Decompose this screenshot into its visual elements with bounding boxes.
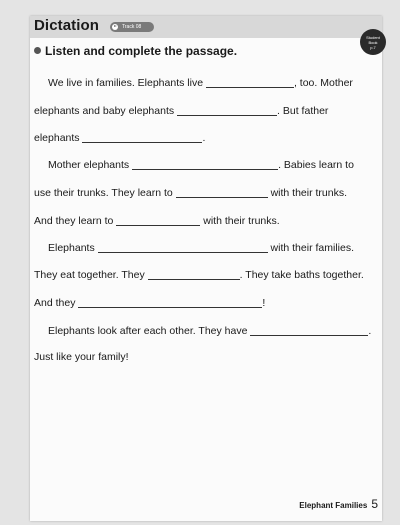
passage-text: They eat together. They: [34, 269, 145, 281]
passage-line: [48, 324, 371, 337]
answer-blank[interactable]: [132, 158, 278, 170]
track-badge[interactable]: [110, 22, 154, 32]
answer-blank[interactable]: [250, 324, 368, 336]
passage-text: elephants: [34, 132, 80, 144]
worksheet-page: [30, 16, 382, 521]
passage-text: We live in families. Elephants live: [48, 77, 204, 89]
passage-text: elephants and baby elephants: [34, 105, 175, 117]
answer-blank[interactable]: [206, 76, 294, 88]
passage-text: Just like your family!: [34, 351, 129, 363]
passage-line: [34, 214, 280, 227]
passage-text: . They take baths together.: [239, 269, 364, 281]
page-number: 5: [371, 497, 378, 511]
passage-line: [48, 241, 354, 254]
book-badge-line1: Student: [366, 34, 380, 40]
passage-text: with their families.: [270, 242, 354, 254]
passage-text: .: [368, 325, 372, 337]
passage-line: [34, 131, 205, 144]
answer-blank[interactable]: [148, 268, 240, 280]
instruction-text: Listen and complete the passage.: [45, 44, 238, 58]
passage-text: . Babies learn to: [278, 159, 354, 171]
passage-text: Mother elephants: [48, 159, 130, 171]
passage-line: [34, 104, 328, 117]
instruction: [34, 44, 237, 58]
play-icon: [112, 24, 118, 30]
passage-text: with their trunks.: [203, 215, 280, 227]
passage-text: Elephants look after each other. They have: [48, 325, 248, 337]
page-footer: [299, 497, 378, 511]
passage-text: And they: [34, 297, 76, 309]
passage-text: .: [202, 132, 206, 144]
passage-line: [34, 186, 347, 199]
passage-line: [34, 268, 364, 281]
answer-blank[interactable]: [98, 241, 268, 253]
answer-blank[interactable]: [82, 131, 202, 143]
passage-text: And they learn to: [34, 215, 114, 227]
passage-text: !: [262, 297, 266, 309]
passage-line: [48, 158, 354, 171]
section-title: Dictation: [34, 17, 100, 34]
passage-text: , too. Mother: [293, 77, 353, 89]
passage-text: use their trunks. They learn to: [34, 187, 173, 199]
passage-text: Elephants: [48, 242, 95, 254]
passage-line: [34, 351, 129, 363]
passage-text: with their trunks.: [270, 187, 348, 199]
answer-blank[interactable]: [176, 186, 268, 198]
passage-line: [34, 296, 265, 309]
passage-text: . But father: [277, 105, 329, 117]
answer-blank[interactable]: [177, 104, 277, 116]
track-label: Track 08: [122, 24, 142, 30]
footer-title: Elephant Families: [299, 501, 368, 510]
student-book-badge: [360, 29, 386, 55]
passage-line: [48, 76, 353, 89]
book-badge-line3: p.7: [370, 44, 376, 50]
answer-blank[interactable]: [116, 214, 200, 226]
book-badge-line2: Book: [368, 39, 378, 45]
answer-blank[interactable]: [78, 296, 262, 308]
bullet-icon: [34, 47, 41, 54]
